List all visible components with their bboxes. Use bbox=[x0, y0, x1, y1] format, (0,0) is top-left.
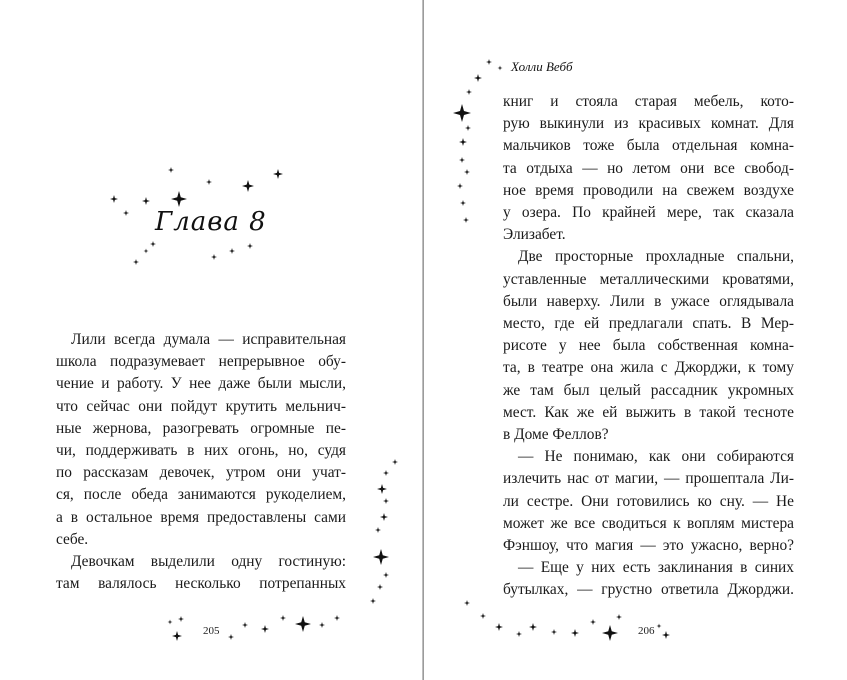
running-header-author: Холли Вебб bbox=[511, 59, 573, 74]
text-line: чение и работу. У нее даже были мысли, bbox=[56, 375, 346, 393]
left-page bbox=[0, 0, 423, 680]
chapter-title: Глава 8 bbox=[155, 207, 267, 237]
text-line: уставленные металлическими кроватями, bbox=[503, 270, 794, 288]
text-line: бутылках, — грустно ответила Джорджи. bbox=[503, 581, 794, 599]
text-line: ные жернова, разогревать огромные пе- bbox=[56, 419, 346, 437]
text-line: место, где ей предлагали спать. В Мер- bbox=[503, 315, 794, 333]
text-line: в Доме Феллов? bbox=[503, 426, 609, 444]
text-line: та отдыха — но летом они все свобод- bbox=[503, 159, 794, 177]
text-line: ся, после обеда занимаются рукоделием, bbox=[56, 486, 346, 504]
page-number-left: 205 bbox=[203, 625, 220, 637]
text-line: ное время проводили на свежем воздухе bbox=[503, 181, 794, 199]
text-line: у озера. По крайней мере, так сказала bbox=[503, 204, 794, 222]
text-line: Фэншоу, что магия — это ужасно, верно? bbox=[503, 537, 794, 555]
text-line: мальчиков тоже была отдельная комна- bbox=[503, 137, 794, 155]
text-line: по рассказам девочек, утром они учат- bbox=[56, 464, 346, 482]
text-line: Лили всегда думала — исправительная bbox=[71, 331, 346, 348]
text-line: школа подразумевает непрерывное обу- bbox=[56, 353, 346, 371]
page-number-right: 206 bbox=[638, 625, 655, 637]
text-line: а в остальное время предоставлены сами bbox=[56, 508, 346, 526]
right-page-text bbox=[503, 91, 794, 602]
text-line: — Не понимаю, как они собираются bbox=[518, 448, 794, 466]
left-page-text bbox=[56, 329, 346, 595]
text-line: же там был целый рассадник укромных bbox=[503, 381, 794, 399]
text-line: та, в театре она жила с Джорджи, к тому bbox=[503, 359, 794, 377]
text-line: Две просторные прохладные спальни, bbox=[518, 248, 794, 266]
text-line: Девочкам выделили одну гостиную: bbox=[71, 553, 346, 571]
text-line: ли сестре. Они готовились ко сну. — Не bbox=[503, 492, 794, 510]
text-line: — Еще у них есть заклинания в синих bbox=[518, 559, 794, 577]
text-line: рисоте у нее была собственная комна- bbox=[503, 337, 794, 355]
text-line: мест. Как же ей выжить в такой тесноте bbox=[503, 403, 794, 421]
text-line: Элизабет. bbox=[503, 226, 566, 244]
text-line: может же все сводиться к воплям мистера bbox=[503, 514, 794, 532]
text-line: были наверху. Лили в ужасе оглядывала bbox=[503, 292, 794, 310]
text-line: книг и стояла старая мебель, кото- bbox=[503, 93, 794, 110]
text-line: себе. bbox=[56, 530, 89, 548]
text-line: чи, поддерживать в них огонь, но, судя bbox=[56, 442, 346, 460]
text-line: там валялось несколько потрепанных bbox=[56, 575, 346, 593]
text-line: излечить нас от магии, — прошептала Ли- bbox=[503, 470, 794, 488]
text-line: что сейчас они пойдут крутить мельнич- bbox=[56, 397, 346, 415]
text-line: рую выкинули из красивых комнат. Для bbox=[503, 115, 794, 133]
